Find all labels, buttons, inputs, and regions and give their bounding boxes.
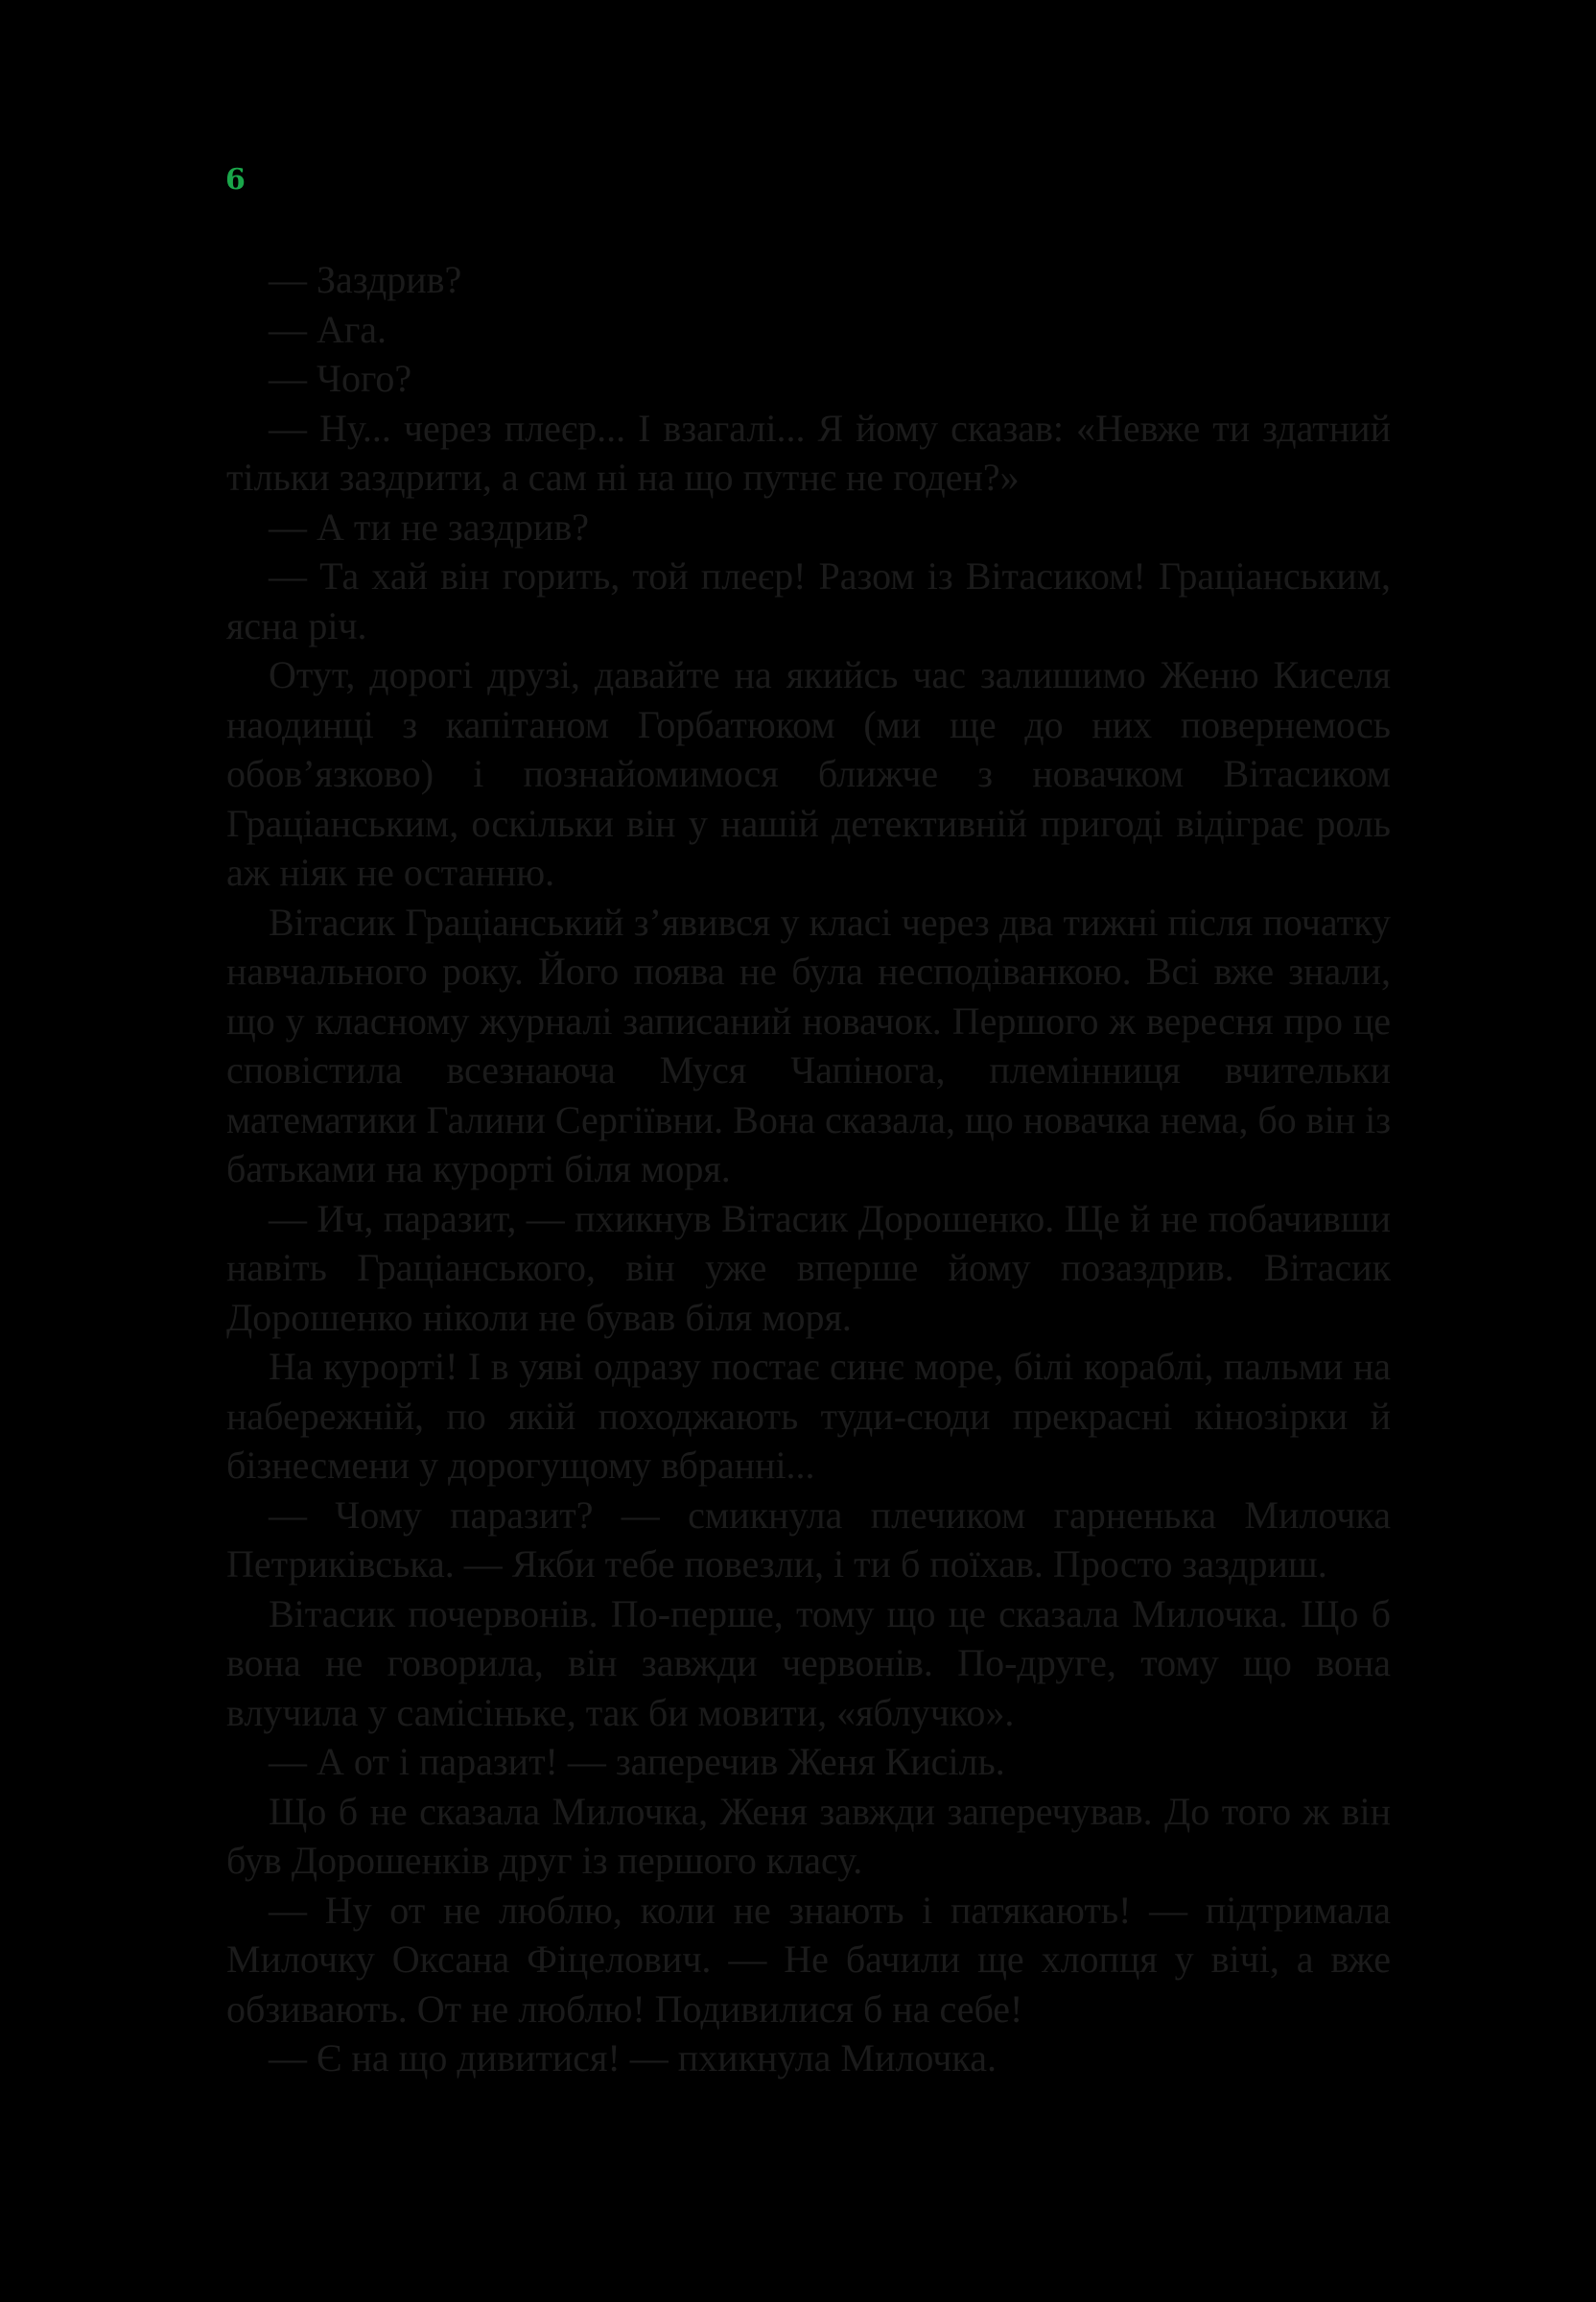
page-number: 6 [225, 163, 246, 197]
paragraph: — Та хай він горить, той плеєр! Разом із Вітасиком! Граціанським, ясна річ. [226, 554, 1391, 647]
paragraph: На курорті! І в уяві одразу постає синє море, білі кораблі, пальми на набережній, по якій походжають туди-сюди прекрасні кінозірки й бізнесмени у дорогущому вбранні... [226, 1345, 1391, 1487]
body-text [226, 255, 1391, 2083]
paragraph: — Ну... через плеєр... І взагалі... Я йому сказав: «Невже ти здатний тільки заздрити, а сам ні на що путнє не годен?» [226, 406, 1391, 499]
paragraph: — Ну от не люблю, коли не знають і патякають! — підтримала Милочку Оксана Фіцелович. — Не бачили ще хлопця у вічі, а вже обзивають. От не люблю! Подивилися б на себе! [226, 1888, 1391, 2031]
paragraph: Що б не сказала Милочка, Женя завжди заперечував. До того ж він був Дорошенків друг із першого класу. [226, 1789, 1391, 1882]
paragraph: — А от і паразит! — заперечив Женя Кисіль. [269, 1740, 1005, 1783]
paragraph: — Ич, паразит, — пхикнув Вітасик Дорошенко. Ще й не побачивши навіть Граціанського, він уже вперше йому позаздрив. Вітасик Дорошенко ніколи не бував біля моря. [226, 1196, 1391, 1339]
paragraph: Вітасик Граціанський з’явився у класі через два тижні після початку навчального року. Його поява не була несподіванкою. Всі вже знали, що у класному журналі записаний новачок. Першого ж вересня про це сповістила всезнаюча Муся Чапінога, племінниця вчительки математики Галини Сергіївни. Вона сказала, що новачка нема, бо він із батьками на курорті біля моря. [226, 900, 1391, 1190]
paragraph: — А ти не заздрив? [269, 505, 589, 549]
paragraph: Вітасик почервонів. По-перше, тому що це сказала Милочка. Що б вона не говорила, він завжди червонів. По-друге, тому що вона влучила у самісіньке, так би мовити, «яблучко». [226, 1591, 1391, 1734]
paragraph: — Чого? [269, 357, 412, 400]
paragraph: — Є на що дивитися! — пхикнула Милочка. [269, 2036, 997, 2079]
paragraph: Отут, дорогі друзі, давайте на якийсь час залишимо Женю Киселя наодинці з капітаном Горбатюком (ми ще до них повернемось обов’язково) і познайомимося ближче з новачком Вітасиком Граціанським, оскільки він у нашій детективній пригоді відіграє роль аж ніяк не останню. [226, 653, 1391, 894]
paragraph: — Заздрив? [269, 258, 462, 301]
paragraph: — Чому паразит? — смикнула плечиком гарненька Милочка Петриківська. — Якби тебе повезли, і ти б поїхав. Просто заздриш. [226, 1492, 1391, 1586]
paragraph: — Ага. [269, 307, 387, 351]
